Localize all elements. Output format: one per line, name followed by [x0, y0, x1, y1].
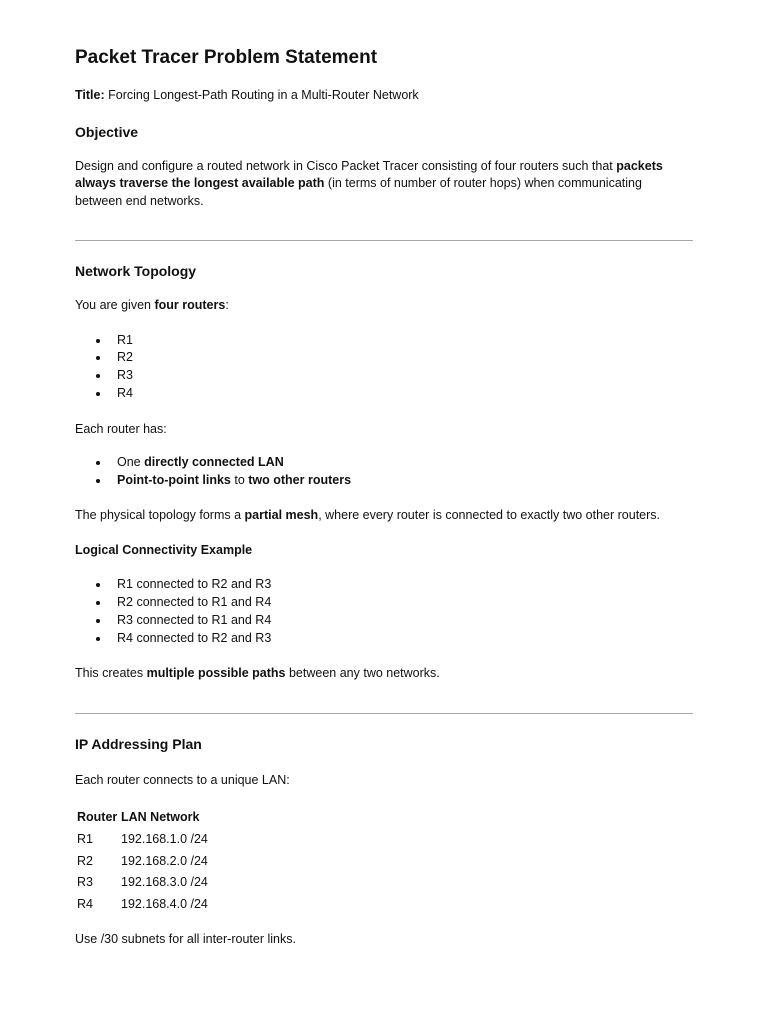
router-list — [75, 332, 693, 403]
column-header-lan: LAN Network — [121, 810, 200, 825]
given-bold: four routers — [154, 298, 226, 312]
list-item: R2 — [75, 349, 693, 367]
list-item: R1 connected to R2 and R3 — [75, 576, 693, 594]
list-item: Point-to-point links to two other routers — [75, 472, 693, 490]
bullet-icon — [96, 619, 100, 623]
page-title: Packet Tracer Problem Statement — [75, 47, 378, 68]
logical-connectivity-heading: Logical Connectivity Example — [75, 543, 253, 558]
given-routers-line — [75, 297, 693, 315]
feature-list — [75, 454, 693, 490]
doc-title-text: Forcing Longest-Path Routing in a Multi-Router Network — [108, 88, 419, 102]
list-item: One directly connected LAN — [75, 454, 693, 472]
list-item: R4 — [75, 385, 693, 403]
connection-list — [75, 576, 693, 647]
list-item: R3 — [75, 367, 693, 385]
lan-network-table — [75, 806, 208, 914]
ip-plan-intro: Each router connects to a unique LAN: — [75, 772, 290, 787]
inter-router-subnet-note: Use /30 subnets for all inter-router links. — [75, 932, 296, 947]
bullet-icon — [96, 601, 100, 605]
doc-title-line — [75, 87, 693, 105]
list-item: R3 connected to R1 and R4 — [75, 612, 693, 630]
list-item: R4 connected to R2 and R3 — [75, 630, 693, 648]
objective-text-2: (in terms of number of router hops) when communicating — [327, 176, 642, 190]
section-divider-2 — [75, 713, 693, 714]
table-header-row — [75, 806, 208, 828]
objective-heading: Objective — [75, 123, 139, 140]
given-text: You are given — [75, 298, 151, 312]
each-router-has: Each router has: — [75, 421, 167, 436]
list-item: R1 — [75, 332, 693, 350]
ip-plan-heading: IP Addressing Plan — [75, 735, 202, 752]
table-row: R4 192.168.4.0 /24 — [77, 896, 208, 911]
bullet-icon — [96, 356, 100, 360]
table-row: R3 192.168.3.0 /24 — [77, 875, 208, 890]
section-divider-1 — [75, 240, 693, 241]
multiple-paths-paragraph: This creates multiple possible paths between any two networks. — [75, 666, 440, 681]
column-header-router: Router — [77, 810, 118, 825]
objective-text-1: Design and configure a routed network in Cisco Packet Tracer consisting of four routers such that — [75, 158, 613, 173]
objective-bold-2: always traverse the longest available path — [75, 176, 325, 190]
given-colon: : — [225, 298, 229, 312]
bullet-icon — [96, 461, 100, 465]
bullet-icon — [96, 392, 100, 396]
bullet-icon — [96, 637, 100, 641]
bullet-icon — [96, 374, 100, 378]
doc-title-label: Title: — [75, 88, 105, 102]
objective-text-3: between end networks. — [75, 193, 204, 208]
bullet-icon — [96, 583, 100, 587]
mesh-paragraph: The physical topology forms a partial mesh, where every router is connected to exactly two other routers. — [75, 507, 661, 522]
list-item: R2 connected to R1 and R4 — [75, 594, 693, 612]
document-body — [75, 44, 693, 949]
table-row: R1 192.168.1.0 /24 — [77, 832, 208, 847]
objective-bold-1: packets — [616, 158, 663, 173]
table-row: R2 192.168.2.0 /24 — [77, 853, 208, 868]
bullet-icon — [96, 339, 100, 343]
objective-paragraph — [75, 158, 693, 211]
bullet-icon — [96, 479, 100, 483]
topology-heading: Network Topology — [75, 263, 197, 279]
